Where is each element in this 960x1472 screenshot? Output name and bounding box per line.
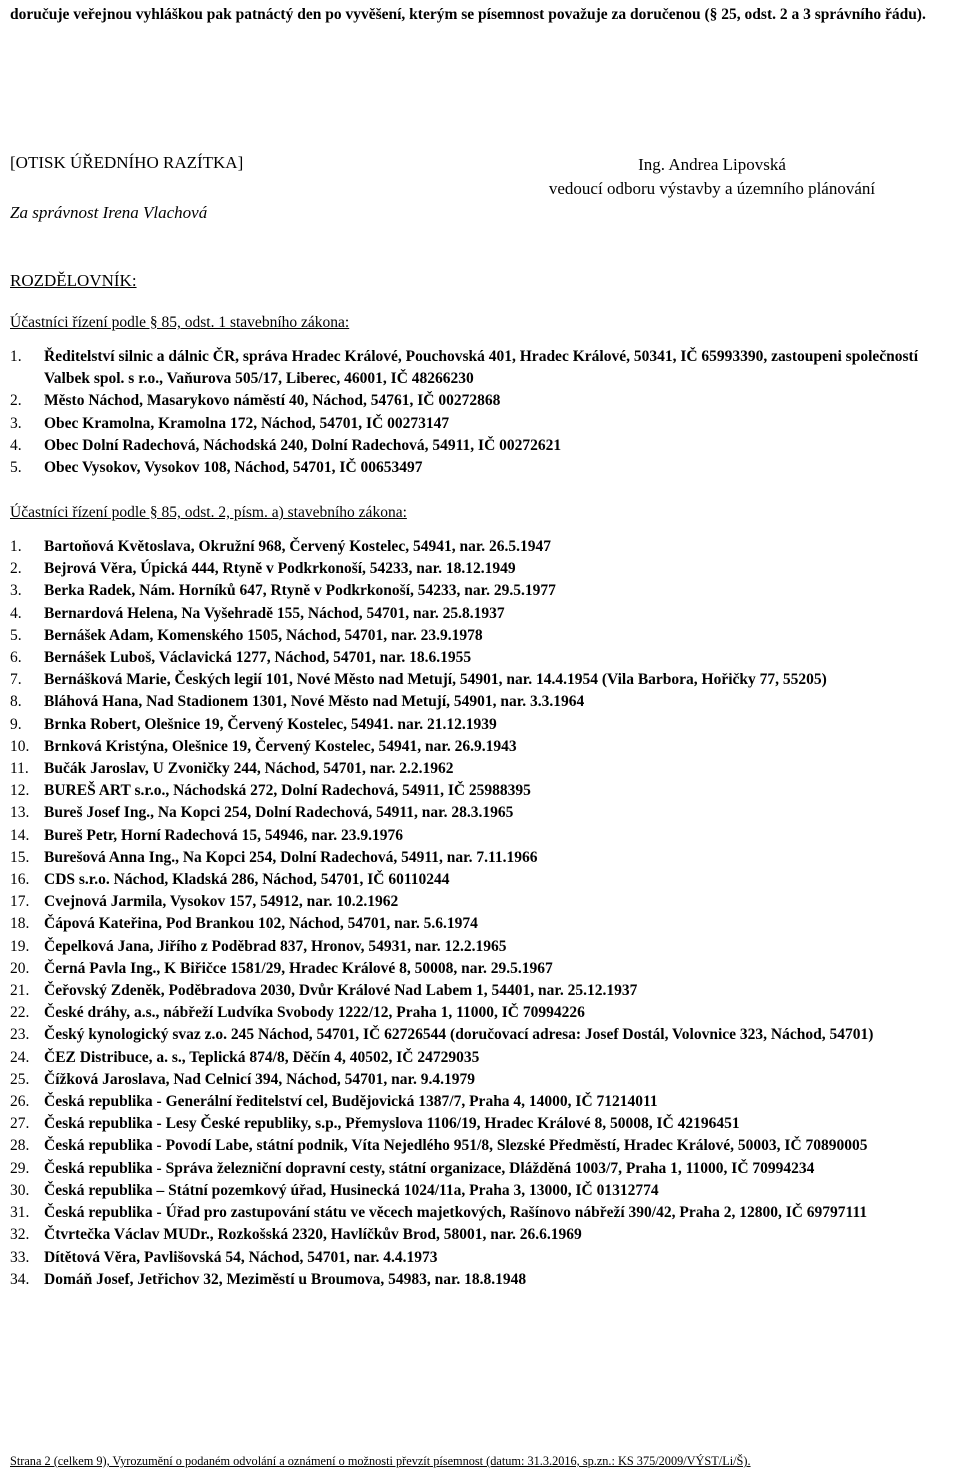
list-item-text: Český kynologický svaz z.o. 245 Náchod, 54701, IČ 62726544 (doručovací adresa: Josef Dostál, Volovnice 323, Náchod, 54701) — [44, 1026, 874, 1044]
list-item — [10, 758, 940, 780]
list-item-text: CDS s.r.o. Náchod, Kladská 286, Náchod, 54701, IČ 60110244 — [44, 871, 450, 889]
distribution-list-heading: ROZDĚLOVNÍK: — [10, 271, 137, 290]
list-item-number: 4. — [10, 604, 22, 622]
correctness-note: Za správnost Irena Vlachová — [10, 203, 208, 222]
list-item-text: Město Náchod, Masarykovo náměstí 40, Náchod, 54761, IČ 00272868 — [44, 392, 501, 410]
list-item-text: Česká republika - Generální ředitelství cel, Budějovická 1387/7, Praha 4, 14000, IČ 71214011 — [44, 1093, 658, 1111]
section-2-heading: Účastníci řízení podle § 85, odst. 2, písm. a) stavebního zákona: — [10, 504, 407, 521]
official-stamp-placeholder: [OTISK ÚŘEDNÍHO RAZÍTKA] — [10, 153, 244, 172]
list-item — [10, 847, 940, 869]
list-item — [10, 958, 940, 980]
list-item-number: 23. — [10, 1026, 30, 1044]
list-item-number: 1. — [10, 348, 22, 365]
list-item — [10, 603, 940, 625]
list-item — [10, 346, 940, 390]
list-item-number: 5. — [10, 459, 22, 477]
list-item-text: Bernášek Luboš, Václavická 1277, Náchod, 54701, nar. 18.6.1955 — [44, 649, 472, 667]
list-item-number: 34. — [10, 1270, 30, 1288]
list-item-text: Čepelková Jana, Jiřího z Poděbrad 837, Hronov, 54931, nar. 12.2.1965 — [44, 937, 507, 955]
list-item-number: 20. — [10, 959, 30, 977]
list-item — [10, 1158, 940, 1180]
list-item-number: 13. — [10, 804, 30, 822]
list-item-text: Česká republika - Úřad pro zastupování státu ve věcech majetkových, Rašínovo nábřeží 390/42, Praha 2, 12800, IČ 69797111 — [44, 1204, 868, 1222]
list-item — [10, 1091, 940, 1113]
list-item-number: 15. — [10, 848, 30, 866]
list-item-number: 21. — [10, 982, 30, 1000]
list-item — [10, 936, 940, 958]
list-item — [10, 691, 940, 713]
section-1-list — [10, 346, 940, 479]
list-item-number: 11. — [10, 760, 29, 778]
list-item — [10, 825, 940, 847]
list-item — [10, 1002, 940, 1024]
list-item-text: Brnka Robert, Olešnice 19, Červený Kostelec, 54941. nar. 21.12.1939 — [44, 715, 497, 733]
list-item-text: Dítětová Věra, Pavlišovská 54, Náchod, 54701, nar. 4.4.1973 — [44, 1248, 438, 1266]
section-2-list — [10, 536, 940, 1291]
list-item — [10, 536, 940, 558]
list-item-text: Burešová Anna Ing., Na Kopci 254, Dolní Radechová, 54911, nar. 7.11.1966 — [44, 848, 538, 866]
list-item-text: Bureš Josef Ing., Na Kopci 254, Dolní Radechová, 54911, nar. 28.3.1965 — [44, 804, 514, 822]
list-item-text: Obec Kramolna, Kramolna 172, Náchod, 54701, IČ 00273147 — [44, 414, 450, 432]
list-item — [10, 1113, 940, 1135]
list-item-number: 1. — [10, 538, 22, 555]
list-item — [10, 457, 940, 479]
list-item — [10, 1069, 940, 1091]
list-item-text: Černá Pavla Ing., K Biřičce 1581/29, Hradec Králové 8, 50008, nar. 29.5.1967 — [44, 959, 553, 977]
list-item-number: 6. — [10, 649, 22, 667]
list-item-number: 10. — [10, 737, 30, 755]
list-item-number: 9. — [10, 715, 22, 733]
list-item-text: Česká republika - Lesy České republiky, s.p., Přemyslova 1106/19, Hradec Králové 8, 50008, IČ 42196451 — [44, 1115, 740, 1133]
list-item-number: 2. — [10, 560, 22, 578]
page-footer: Strana 2 (celkem 9), Vyrozumění o podaném odvolání a oznámení o možnosti převzít písemnost (datum: 31.3.2016, sp.zn.: KS 375/2009/VÝST/Li/Š). — [10, 1454, 751, 1468]
list-item-number: 3. — [10, 582, 22, 600]
list-item-number: 4. — [10, 436, 22, 454]
list-item-text: Domáň Josef, Jetřichov 32, Meziměstí u Broumova, 54983, nar. 18.8.1948 — [44, 1270, 527, 1288]
list-item-text: Bernášková Marie, Českých legií 101, Nové Město nad Metují, 54901, nar. 14.4.1954 (Vila Barbora, Hořičky 77, 55205) — [44, 671, 827, 689]
list-item-text: Bartoňová Květoslava, Okružní 968, Červený Kostelec, 54941, nar. 26.5.1947 — [44, 538, 552, 555]
list-item-text: Čeřovský Zdeněk, Poděbradova 2030, Dvůr Králové Nad Labem 1, 54401, nar. 25.12.1937 — [44, 982, 638, 1000]
list-item — [10, 891, 940, 913]
intro-paragraph: doručuje veřejnou vyhláškou pak patnáctý den po vyvěšení, kterým se písemnost považuje za doručenou (§ 25, odst. 2 a 3 správního řádu). — [10, 6, 926, 23]
list-item-number: 26. — [10, 1093, 30, 1111]
list-item — [10, 736, 940, 758]
list-item-text: Česká republika – Státní pozemkový úřad, Husinecká 1024/11a, Praha 3, 13000, IČ 01312774 — [44, 1181, 659, 1199]
list-item-text: Bučák Jaroslav, U Zvoničky 244, Náchod, 54701, nar. 2.2.1962 — [44, 760, 454, 778]
list-item-number: 5. — [10, 626, 22, 644]
signer-role: vedoucí odboru výstavby a územního plánování — [548, 179, 876, 198]
list-item — [10, 1047, 940, 1069]
list-item-text: České dráhy, a.s., nábřeží Ludvíka Svobody 1222/12, Praha 1, 11000, IČ 70994226 — [44, 1004, 585, 1022]
list-item — [10, 625, 940, 647]
list-item-text: Cvejnová Jarmila, Vysokov 157, 54912, nar. 10.2.1962 — [44, 893, 399, 911]
list-item-number: 7. — [10, 671, 22, 689]
list-item — [10, 1202, 940, 1224]
list-item-number: 33. — [10, 1248, 30, 1266]
list-item — [10, 390, 940, 412]
list-item-text: Česká republika - Povodí Labe, státní podnik, Víta Nejedlého 951/8, Slezské Předměstí, Hradec Králové, 50003, IČ 70890005 — [44, 1137, 868, 1155]
list-item-number: 24. — [10, 1048, 30, 1066]
list-item — [10, 435, 940, 457]
list-item-number: 31. — [10, 1204, 30, 1222]
list-item-text: Bláhová Hana, Nad Stadionem 1301, Nové Město nad Metují, 54901, nar. 3.3.1964 — [44, 693, 585, 711]
list-item-text: Bejrová Věra, Úpická 444, Rtyně v Podkrkonoší, 54233, nar. 18.12.1949 — [44, 560, 516, 578]
list-item-text: Česká republika - Správa železniční dopravní cesty, státní organizace, Dlážděná 1003/7, Praha 1, 11000, IČ 70994234 — [44, 1159, 815, 1177]
list-item-number: 17. — [10, 893, 30, 911]
list-item-text: Bernardová Helena, Na Vyšehradě 155, Náchod, 54701, nar. 25.8.1937 — [44, 604, 505, 622]
list-item — [10, 869, 940, 891]
list-item — [10, 980, 940, 1002]
list-item — [10, 413, 940, 435]
list-item — [10, 1247, 940, 1269]
list-item-number: 22. — [10, 1004, 30, 1022]
list-item-number: 30. — [10, 1181, 30, 1199]
list-item-number: 12. — [10, 782, 30, 800]
list-item — [10, 580, 940, 602]
list-item — [10, 913, 940, 935]
list-item-text: Čtvrtečka Václav MUDr., Rozkošská 2320, Havlíčkův Brod, 58001, nar. 26.6.1969 — [44, 1226, 582, 1244]
list-item — [10, 647, 940, 669]
list-item-text: Ředitelství silnic a dálnic ČR, správa Hradec Králové, Pouchovská 401, Hradec Králové, 50341, IČ 65993390, zastoupeni společností Valbek spol. s r.o., Vaňurova 505/17, Liberec, 46001, IČ 48266230 — [44, 348, 919, 388]
list-item — [10, 669, 940, 691]
list-item-number: 2. — [10, 392, 22, 410]
list-item — [10, 1135, 940, 1157]
list-item — [10, 780, 940, 802]
list-item-number: 3. — [10, 414, 22, 432]
list-item-text: BUREŠ ART s.r.o., Náchodská 272, Dolní Radechová, 54911, IČ 25988395 — [44, 782, 531, 800]
list-item-number: 18. — [10, 915, 30, 933]
list-item-text: Brnková Kristýna, Olešnice 19, Červený Kostelec, 54941, nar. 26.9.1943 — [44, 737, 517, 755]
list-item-number: 16. — [10, 871, 30, 889]
list-item-text: Čížková Jaroslava, Nad Celnicí 394, Náchod, 54701, nar. 9.4.1979 — [44, 1070, 476, 1088]
list-item-text: ČEZ Distribuce, a. s., Teplická 874/8, Děčín 4, 40502, IČ 24729035 — [44, 1048, 480, 1066]
list-item — [10, 802, 940, 824]
list-item-number: 27. — [10, 1115, 30, 1133]
list-item — [10, 558, 940, 580]
section-1-heading: Účastníci řízení podle § 85, odst. 1 stavebního zákona: — [10, 314, 350, 331]
list-item-text: Berka Radek, Nám. Horníků 647, Rtyně v Podkrkonoší, 54233, nar. 29.5.1977 — [44, 582, 556, 600]
list-item-text: Čápová Kateřina, Pod Brankou 102, Náchod, 54701, nar. 5.6.1974 — [44, 915, 478, 933]
signer-name: Ing. Andrea Lipovská — [638, 155, 786, 174]
list-item-number: 32. — [10, 1226, 30, 1244]
list-item — [10, 714, 940, 736]
signature-block — [480, 153, 944, 201]
list-item-text: Obec Dolní Radechová, Náchodská 240, Dolní Radechová, 54911, IČ 00272621 — [44, 436, 562, 454]
list-item-number: 29. — [10, 1159, 30, 1177]
list-item-number: 8. — [10, 693, 22, 711]
list-item-number: 14. — [10, 826, 30, 844]
list-item-text: Obec Vysokov, Vysokov 108, Náchod, 54701, IČ 00653497 — [44, 459, 423, 477]
list-item-number: 19. — [10, 937, 30, 955]
list-item-number: 25. — [10, 1070, 30, 1088]
list-item-text: Bernášek Adam, Komenského 1505, Náchod, 54701, nar. 23.9.1978 — [44, 626, 483, 644]
list-item-text: Bureš Petr, Horní Radechová 15, 54946, nar. 23.9.1976 — [44, 826, 403, 844]
list-item — [10, 1024, 940, 1046]
list-item — [10, 1269, 940, 1291]
list-item-number: 28. — [10, 1137, 30, 1155]
list-item — [10, 1180, 940, 1202]
list-item — [10, 1224, 940, 1246]
